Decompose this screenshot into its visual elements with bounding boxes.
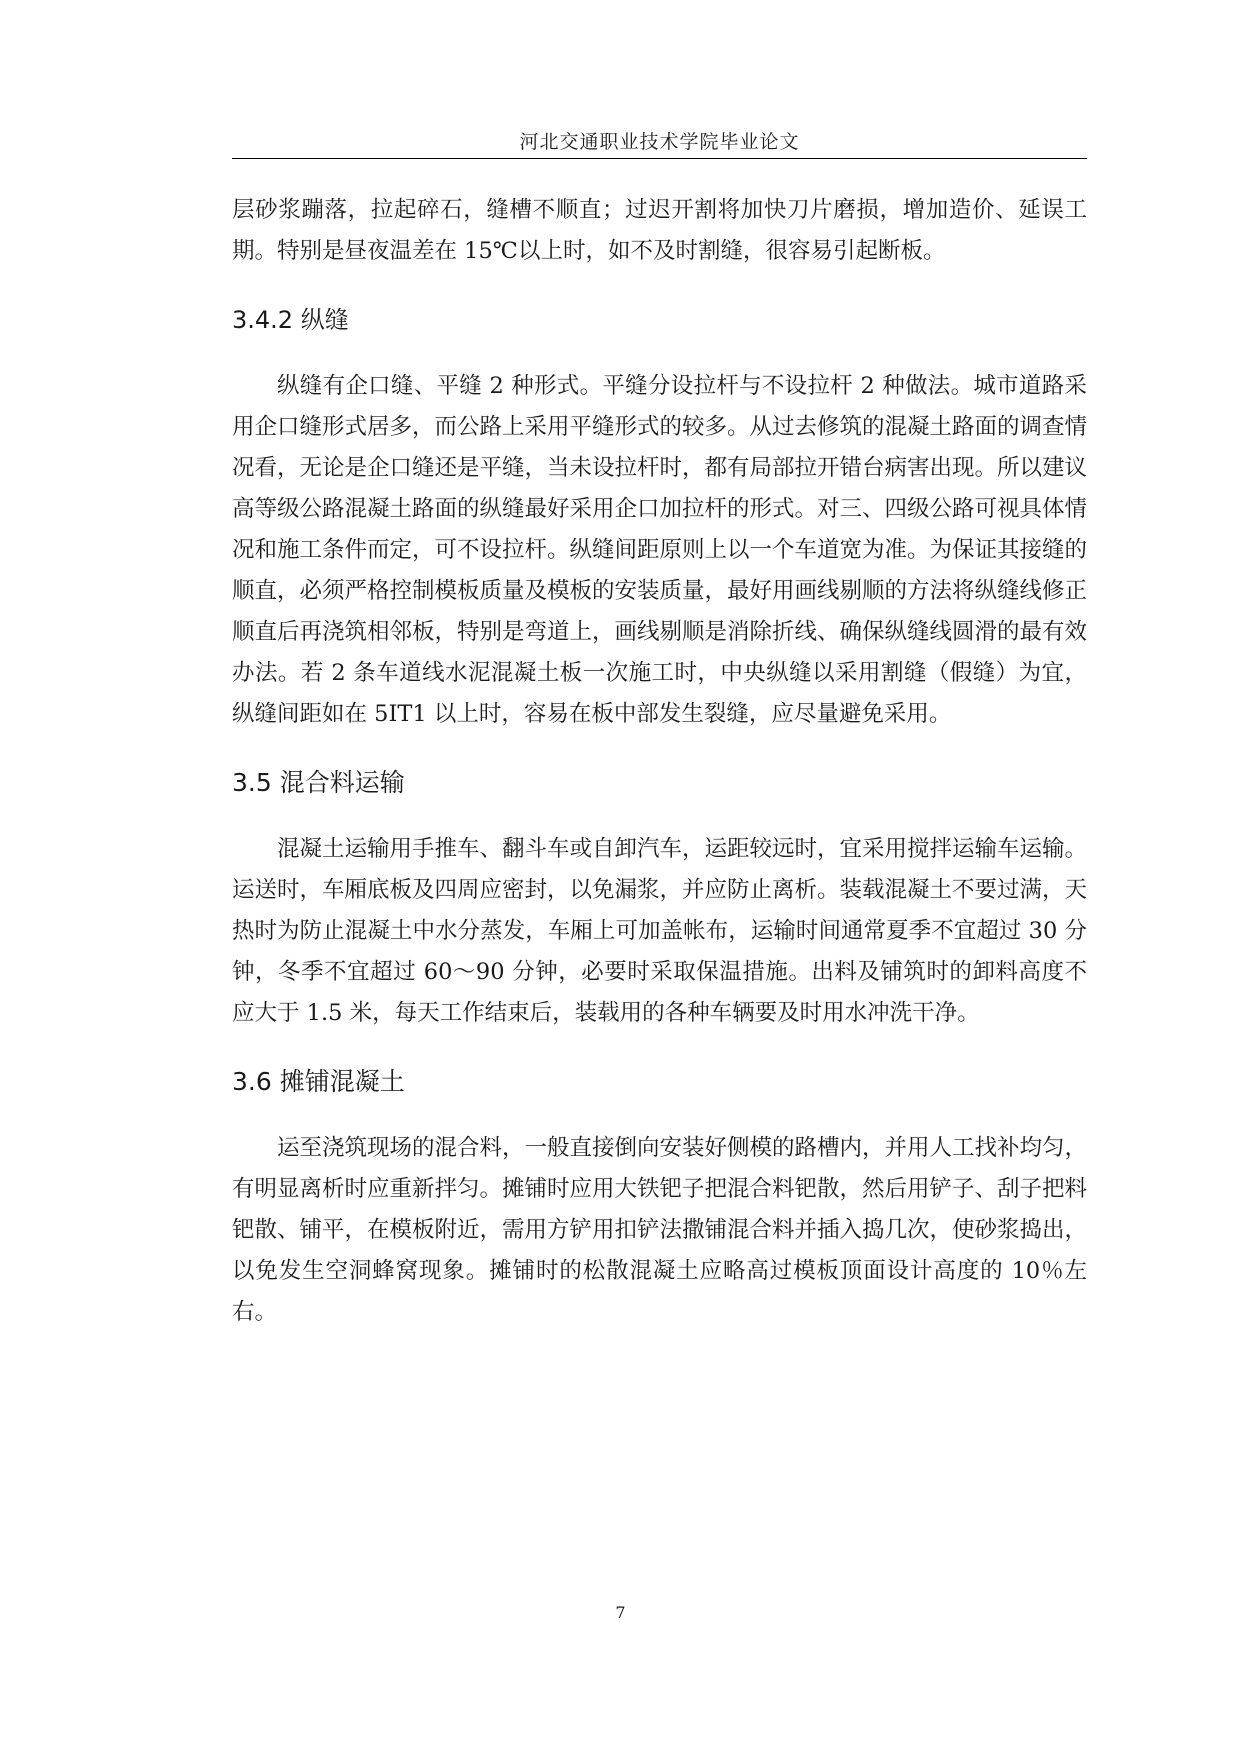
paragraph-mix-transport: 混凝土运输用手推车、翻斗车或自卸汽车，运距较远时，宜采用搅拌运输车运输。运送时，车厢底板及四周应密封，以免漏浆，并应防止离析。装载混凝土不要过满，天热时为防止混凝土中水分蒸发，车厢上可加盖帐布，运输时间通常夏季不宜超过 30 分钟，冬季不宜超过 60～90 分钟，必要时采取保温措施。出料及铺筑时的卸料高度不应大于 1.5 米，每天工作结束后，装载用的各种车辆要及时用水冲洗干净。 (232, 836, 1088, 1026)
section-heading-3-4-2: 3.4.2 纵缝 (232, 306, 349, 334)
page-number: 7 (615, 1603, 626, 1622)
running-header: 河北交通职业技术学院毕业论文 (519, 131, 800, 153)
section-heading-3-5: 3.5 混合料运输 (232, 768, 405, 797)
paragraph-continued: 层砂浆蹦落，拉起碎石，缝槽不顺直；过迟开割将加快刀片磨损，增加造价、延误工期。特别是昼夜温差在 15℃以上时，如不及时割缝，很容易引起断板。 (232, 197, 1087, 264)
paragraph-longitudinal-joint: 纵缝有企口缝、平缝 2 种形式。平缝分设拉杆与不设拉杆 2 种做法。城市道路采用企口缝形式居多，而公路上采用平缝形式的较多。从过去修筑的混凝土路面的调查情况看，无论是企口缝还是平缝，当未设拉杆时，都有局部拉开错台病害出现。所以建议高等级公路混凝土路面的纵缝最好采用企口加拉杆的形式。对三、四级公路可视具体情况和施工条件而定，可不设拉杆。纵缝间距原则上以一个车道宽为准。为保证其接缝的顺直，必须严格控制模板质量及模板的安装质量，最好用画线剔顺的方法将纵缝线修正顺直后再浇筑相邻板，特别是弯道上，画线剔顺是消除折线、确保纵缝线圆滑的最有效办法。若 2 条车道线水泥混凝土板一次施工时，中央纵缝以采用割缝（假缝）为宜，纵缝间距如在 5IT1 以上时，容易在板中部发生裂缝，应尽量避免采用。 (232, 373, 1088, 727)
section-heading-3-6: 3.6 摊铺混凝土 (232, 1067, 405, 1096)
body-text (232, 190, 1087, 1333)
paragraph-paving-concrete: 运至浇筑现场的混合料，一般直接倒向安装好侧模的路槽内，并用人工找补均匀，有明显离析时应重新拌匀。摊铺时应用大铁钯子把混合料钯散，然后用铲子、刮子把料钯散、铺平，在模板附近，需用方铲用扣铲法撒铺混合料并插入捣几次，使砂浆捣出，以免发生空洞蜂窝现象。摊铺时的松散混凝土应略高过模板顶面设计高度的 10％左右。 (232, 1135, 1088, 1325)
header-divider (232, 158, 1087, 159)
